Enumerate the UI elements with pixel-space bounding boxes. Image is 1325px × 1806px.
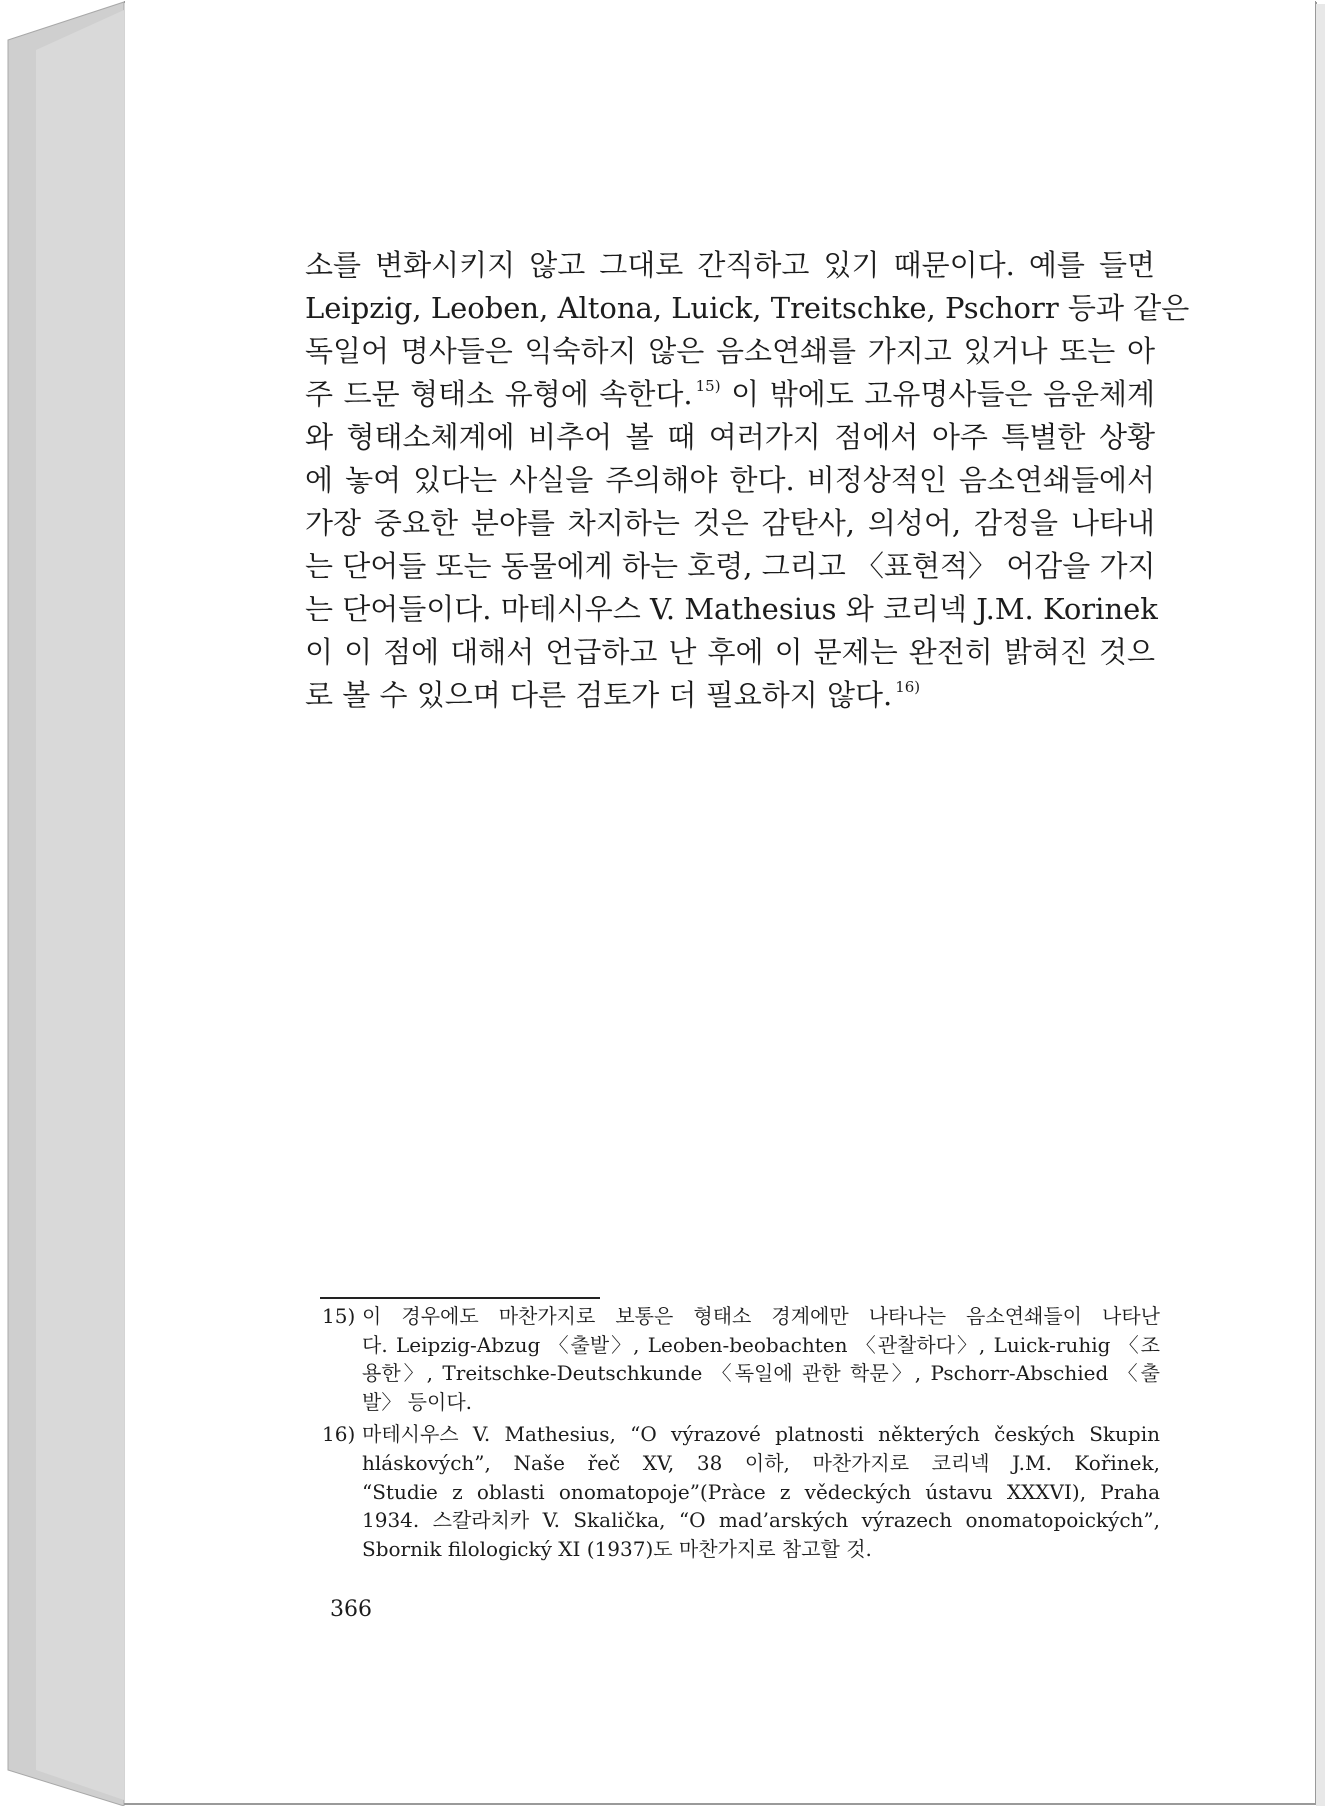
body-line: 독일어 명사들은 익숙하지 않은 음소연쇄를 가지고 있거나 또는 아	[305, 334, 1155, 368]
footnote-line: “Studie z oblasti onomatopoje”(Pràce z vědeckých ústavu XXXVI), Praha	[362, 1479, 1160, 1504]
footnote-line: 마테시우스 V. Mathesius, “O výrazové platnosti některých českých Skupin	[362, 1422, 1160, 1447]
footnote-line: 이 경우에도 마찬가지로 보통은 형태소 경계에만 나타나는 음소연쇄들이 나타난	[362, 1304, 1160, 1328]
body-line-with-ref-16	[305, 674, 1155, 717]
footnote-number: 15)	[322, 1304, 356, 1328]
footnote-number: 16)	[322, 1422, 356, 1447]
body-line: 에 놓여 있다는 사실을 주의해야 한다. 비정상적인 음소연쇄들에서	[305, 463, 1155, 497]
body-line-tail: 이 밖에도 고유명사들은 음운체계	[731, 377, 1156, 411]
body-line: 는 단어들이다. 마테시우스 V. Mathesius 와 코리넥 J.M. Korinek	[305, 592, 1158, 626]
body-line: Leipzig, Leoben, Altona, Luick, Treitschke, Pschorr 등과 같은	[305, 291, 1190, 325]
body-line: 소를 변화시키지 않고 그대로 간직하고 있기 때문이다. 예를 들면	[305, 248, 1155, 282]
body-line: 와 형태소체계에 비추어 볼 때 여러가지 점에서 아주 특별한 상황	[305, 420, 1155, 454]
body-line: 이 이 점에 대해서 언급하고 난 후에 이 문제는 완전히 밝혀진 것으	[305, 635, 1155, 669]
body-line-with-ref-15	[305, 373, 1155, 416]
page-number: 366	[330, 1597, 372, 1622]
footnote-ref-15: 15)	[695, 377, 721, 395]
footnote-line: hláskových”, Naše řeč XV, 38 이하, 마찬가지로 코리넥 J.M. Kořinek,	[362, 1450, 1160, 1475]
body-line: 는 단어들 또는 동물에게 하는 호령, 그리고 〈표현적〉 어감을 가지	[305, 549, 1156, 583]
footnotes	[322, 1302, 1160, 1567]
footnote-line: 용한〉, Treitschke-Deutschkunde 〈독일에 관한 학문〉, Pschorr-Abschied 〈출	[362, 1361, 1160, 1386]
footnote-separator	[320, 1297, 600, 1299]
footnote-16	[322, 1420, 1160, 1563]
footnote-ref-16: 16)	[895, 678, 921, 696]
body-line-head: 주 드문 형태소 유형에 속한다.	[305, 377, 693, 411]
footnote-line: 발〉 등이다.	[362, 1389, 472, 1414]
body-line-head: 로 볼 수 있으며 다른 검토가 더 필요하지 않다.	[305, 678, 893, 712]
footnote-15	[322, 1302, 1160, 1416]
footnote-line: Sbornik filologický XI (1937)도 마찬가지로 참고할 것.	[362, 1536, 872, 1561]
body-line: 가장 중요한 분야를 차지하는 것은 감탄사, 의성어, 감정을 나타내	[305, 506, 1155, 540]
footnote-line: 다. Leipzig-Abzug 〈출발〉, Leoben-beobachten 〈관찰하다〉, Luick-ruhig 〈조	[362, 1332, 1160, 1357]
main-body-text	[305, 244, 1190, 717]
footnote-line: 1934. 스칼라치카 V. Skalička, “O mad’arských výrazech onomatopoických”,	[362, 1508, 1160, 1533]
